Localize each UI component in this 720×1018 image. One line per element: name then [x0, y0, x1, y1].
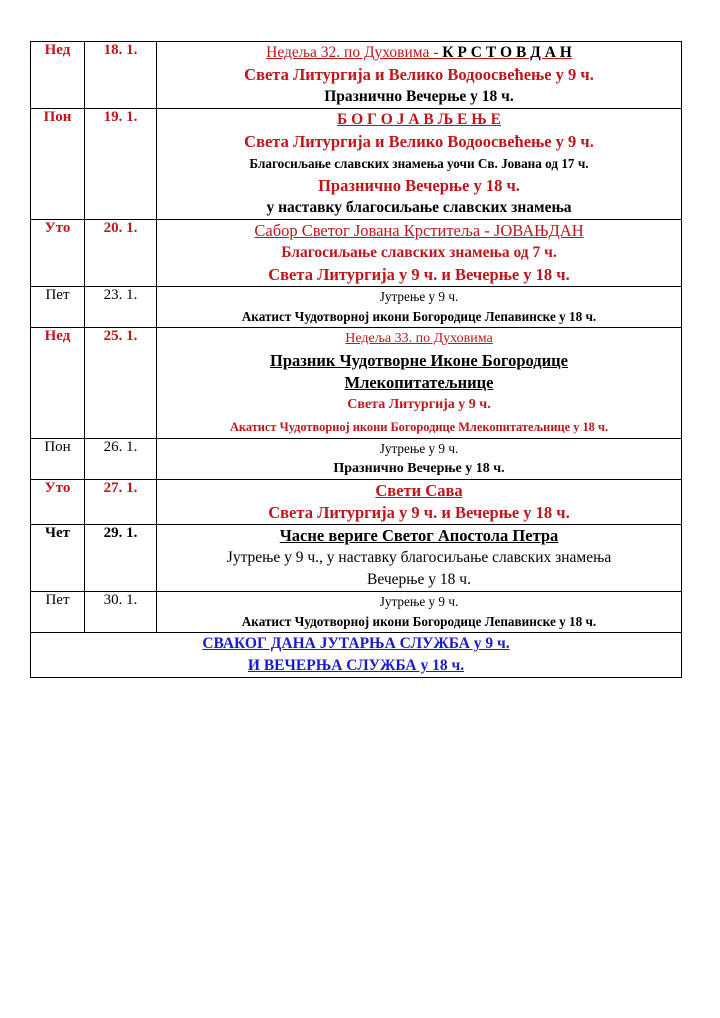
- table-row: [31, 328, 682, 439]
- table-row: [31, 220, 682, 287]
- service-line: Света Литургија и Велико Водоосвећење у 9 ч.: [244, 132, 594, 151]
- service-line: Јутрење у 9 ч.: [379, 594, 459, 609]
- description-cell: [157, 42, 682, 109]
- service-line: Јутрење у 9 ч.: [379, 289, 459, 304]
- description-cell: [157, 109, 682, 220]
- description-cell: [157, 592, 682, 633]
- day-cell: Нед: [31, 42, 85, 109]
- feast-name: К Р С Т О В Д А Н: [442, 44, 572, 61]
- date-cell: 23. 1.: [85, 287, 157, 328]
- daily-evening-service: И ВЕЧЕРЊА СЛУЖБА у 18 ч.: [247, 657, 465, 674]
- daily-services-note: [31, 633, 682, 678]
- service-line: Празнично Вечерње у 18 ч.: [324, 88, 514, 105]
- table-row: [31, 287, 682, 328]
- date-cell: 27. 1.: [85, 480, 157, 525]
- table-row: [31, 592, 682, 633]
- day-cell: Пон: [31, 439, 85, 480]
- date-cell: 20. 1.: [85, 220, 157, 287]
- table-row: [31, 439, 682, 480]
- table-row: [31, 42, 682, 109]
- service-line: Акатист Чудотворној икони Богородице Млекопитатељнице у 18 ч.: [229, 420, 609, 434]
- feast-title: Свети Сава: [375, 481, 463, 500]
- description-cell: [157, 439, 682, 480]
- service-line: Јутрење у 9 ч., у наставку благосиљање славских знамења: [226, 549, 612, 566]
- day-cell: Пет: [31, 287, 85, 328]
- day-cell: Пет: [31, 592, 85, 633]
- day-cell: Уто: [31, 480, 85, 525]
- sunday-label: Недеља 33. по Духовима: [345, 331, 493, 346]
- date-cell: 25. 1.: [85, 328, 157, 439]
- description-cell: [157, 525, 682, 592]
- date-cell: 19. 1.: [85, 109, 157, 220]
- feast-title: Празник Чудотворне Иконе Богородице: [270, 351, 568, 370]
- sunday-label: Недеља 32. по Духовима -: [266, 44, 443, 61]
- service-line: Акатист Чудотворној икони Богородице Лепавинске у 18 ч.: [241, 614, 597, 629]
- description-cell: [157, 287, 682, 328]
- service-line: Света Литургија у 9 ч.: [347, 397, 491, 412]
- date-cell: 18. 1.: [85, 42, 157, 109]
- feast-title: Часне вериге Светог Апостола Петра: [279, 526, 559, 545]
- date-cell: 26. 1.: [85, 439, 157, 480]
- day-cell: Чет: [31, 525, 85, 592]
- service-line: у наставку благосиљање славских знамења: [266, 199, 572, 216]
- day-cell: Уто: [31, 220, 85, 287]
- service-line: Акатист Чудотворној икони Богородице Лепавинске у 18 ч.: [241, 309, 597, 324]
- daily-morning-service: СВАКОГ ДАНА ЈУТАРЊА СЛУЖБА у 9 ч.: [202, 635, 510, 652]
- feast-title: [157, 42, 681, 64]
- feast-title: Б О Г О Ј А В Љ Е Њ Е: [336, 111, 501, 128]
- service-schedule-table: [30, 41, 682, 678]
- date-cell: 30. 1.: [85, 592, 157, 633]
- service-line: Јутрење у 9 ч.: [379, 441, 459, 456]
- service-line: Света Литургија и Велико Водоосвећење у 9 ч.: [244, 65, 594, 84]
- table-row: [31, 525, 682, 592]
- description-cell: [157, 480, 682, 525]
- table-row: [31, 480, 682, 525]
- day-cell: Пон: [31, 109, 85, 220]
- service-line: Света Литургија у 9 ч. и Вечерње у 18 ч.: [268, 265, 570, 284]
- date-cell: 29. 1.: [85, 525, 157, 592]
- service-line: Благосиљање славских знамења од 7 ч.: [281, 244, 557, 261]
- service-line: Празнично Вечерње у 18 ч.: [333, 461, 505, 476]
- feast-title: Сабор Светог Јована Крститеља - ЈОВАЊДАН: [254, 221, 584, 240]
- feast-title-continued: Млекопитатељнице: [344, 373, 494, 392]
- table-row: [31, 109, 682, 220]
- description-cell: [157, 328, 682, 439]
- footer-row: [31, 633, 682, 678]
- day-cell: Нед: [31, 328, 85, 439]
- service-line: Празнично Вечерње у 18 ч.: [318, 176, 520, 195]
- service-line: Вечерње у 18 ч.: [367, 571, 471, 588]
- service-line: Света Литургија у 9 ч. и Вечерње у 18 ч.: [268, 503, 570, 522]
- description-cell: [157, 220, 682, 287]
- service-line: Благосиљање славских знамења уочи Св. Јована од 17 ч.: [249, 156, 589, 171]
